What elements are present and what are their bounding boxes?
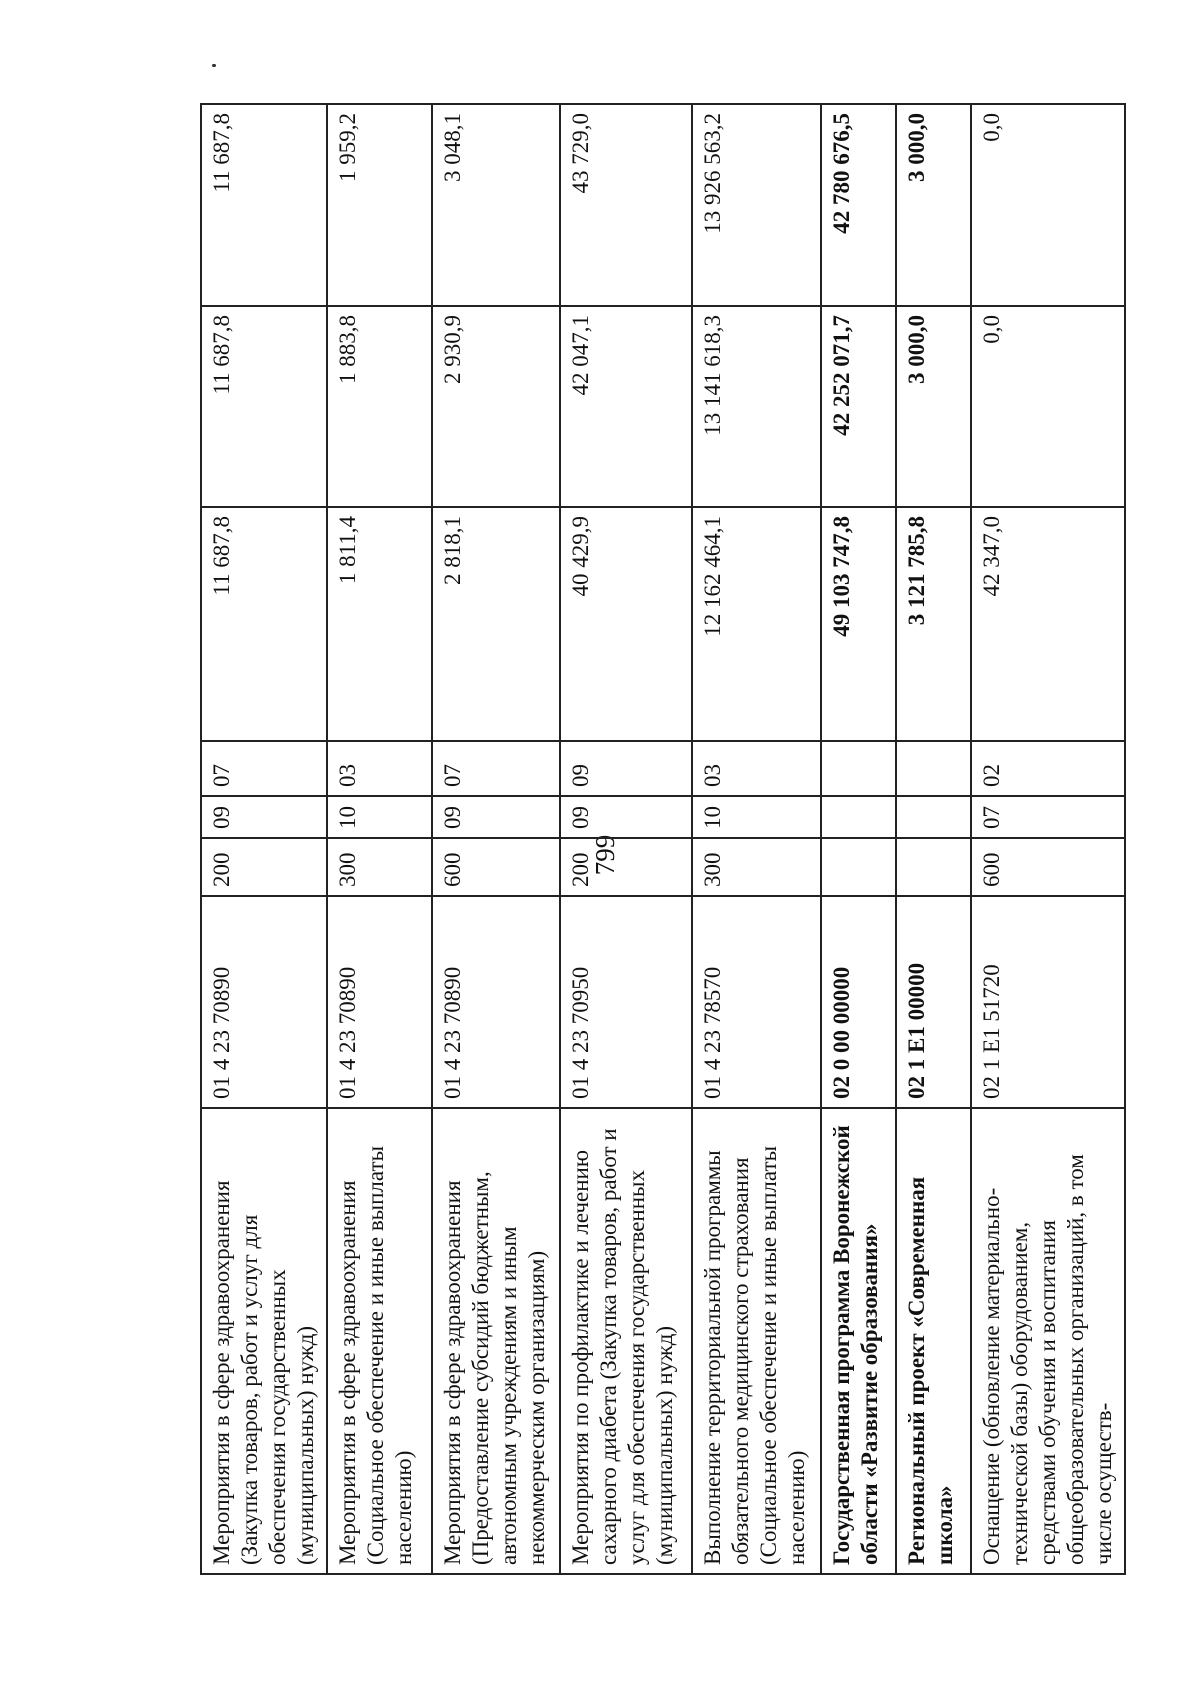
row-name: Мероприятия в сфере здравоохранения (Социальное обеспечение и иные выплаты населению) xyxy=(327,1108,432,1574)
row-pr: 03 xyxy=(692,741,821,796)
row-code: 01 4 23 78570 xyxy=(692,896,821,1108)
row-value-3: 3 000,0 xyxy=(896,104,971,306)
row-value-2: 11 687,8 xyxy=(201,306,327,507)
row-value-2: 1 883,8 xyxy=(327,306,432,507)
row-rz: 10 xyxy=(692,796,821,838)
row-value-1: 42 347,0 xyxy=(971,507,1125,741)
row-value-3: 3 048,1 xyxy=(432,104,560,306)
row-pr xyxy=(896,741,971,796)
table-container xyxy=(200,105,1117,1575)
row-name: Государственная программа Воронежской области «Развитие образования» xyxy=(821,1108,896,1574)
row-pr xyxy=(821,741,896,796)
table-row xyxy=(692,104,821,1574)
row-value-3: 42 780 676,5 xyxy=(821,104,896,306)
row-vr: 600 xyxy=(432,838,560,896)
row-name: Мероприятия по профилактике и лечению сахарного диабета (Закупка товаров, работ и услуг для обеспечения государственных (муниципальных) нужд) xyxy=(560,1108,692,1574)
row-value-3: 1 959,2 xyxy=(327,104,432,306)
row-code: 02 0 00 00000 xyxy=(821,896,896,1108)
row-rz: 09 xyxy=(560,796,692,838)
row-code: 01 4 23 70950 xyxy=(560,896,692,1108)
row-name: Региональный проект «Современная школа» xyxy=(896,1108,971,1574)
table-row xyxy=(971,104,1125,1574)
row-value-2: 13 141 618,3 xyxy=(692,306,821,507)
row-pr: 09 xyxy=(560,741,692,796)
row-code: 01 4 23 70890 xyxy=(432,896,560,1108)
row-pr: 02 xyxy=(971,741,1125,796)
row-value-1: 1 811,4 xyxy=(327,507,432,741)
row-code: 02 1 E1 00000 xyxy=(896,896,971,1108)
table-row xyxy=(201,104,327,1574)
row-vr xyxy=(896,838,971,896)
row-value-1: 12 162 464,1 xyxy=(692,507,821,741)
row-rz: 09 xyxy=(432,796,560,838)
row-vr: 600 xyxy=(971,838,1125,896)
row-name: Мероприятия в сфере здравоохранения (Закупка товаров, работ и услуг для обеспечения государственных (муниципальных) нужд) xyxy=(201,1108,327,1574)
row-value-2: 3 000,0 xyxy=(896,306,971,507)
row-rz xyxy=(896,796,971,838)
table-row xyxy=(432,104,560,1574)
row-value-2: 42 252 071,7 xyxy=(821,306,896,507)
row-value-2: 42 047,1 xyxy=(560,306,692,507)
row-value-1: 49 103 747,8 xyxy=(821,507,896,741)
row-value-3: 43 729,0 xyxy=(560,104,692,306)
table-row xyxy=(896,104,971,1574)
row-name: Мероприятия в сфере здравоохранения (Предоставление субсидий бюджетным, автономным учреждениям и иным некоммерческим организациям) xyxy=(432,1108,560,1574)
row-value-2: 0,0 xyxy=(971,306,1125,507)
row-rz: 10 xyxy=(327,796,432,838)
row-name: Оснащение (обновление материально-технической базы) оборудованием, средствами обучения и воспитания общеобразовательных организаций, в том числе осуществ- xyxy=(971,1108,1125,1574)
row-vr: 300 xyxy=(327,838,432,896)
row-code: 01 4 23 70890 xyxy=(201,896,327,1108)
row-rz xyxy=(821,796,896,838)
row-value-3: 11 687,8 xyxy=(201,104,327,306)
row-value-3: 0,0 xyxy=(971,104,1125,306)
row-vr: 200 xyxy=(201,838,327,896)
row-value-1: 40 429,9 xyxy=(560,507,692,741)
scan-speck xyxy=(212,64,216,67)
row-code: 02 1 E1 51720 xyxy=(971,896,1125,1108)
row-vr xyxy=(821,838,896,896)
row-value-1: 2 818,1 xyxy=(432,507,560,741)
row-rz: 07 xyxy=(971,796,1125,838)
table-row xyxy=(821,104,896,1574)
row-pr: 07 xyxy=(432,741,560,796)
row-name: Выполнение территориальной программы обязательного медицинского страхования (Социальное обеспечение и иные выплаты населению) xyxy=(692,1108,821,1574)
row-pr: 07 xyxy=(201,741,327,796)
row-value-1: 3 121 785,8 xyxy=(896,507,971,741)
row-value-2: 2 930,9 xyxy=(432,306,560,507)
table-row xyxy=(560,104,692,1574)
row-value-3: 13 926 563,2 xyxy=(692,104,821,306)
budget-table xyxy=(200,103,1126,1575)
row-vr: 200 xyxy=(560,838,692,896)
row-pr: 03 xyxy=(327,741,432,796)
row-vr: 300 xyxy=(692,838,821,896)
page-number: 799 xyxy=(590,834,620,876)
table-row xyxy=(327,104,432,1574)
row-rz: 09 xyxy=(201,796,327,838)
row-code: 01 4 23 70890 xyxy=(327,896,432,1108)
row-value-1: 11 687,8 xyxy=(201,507,327,741)
